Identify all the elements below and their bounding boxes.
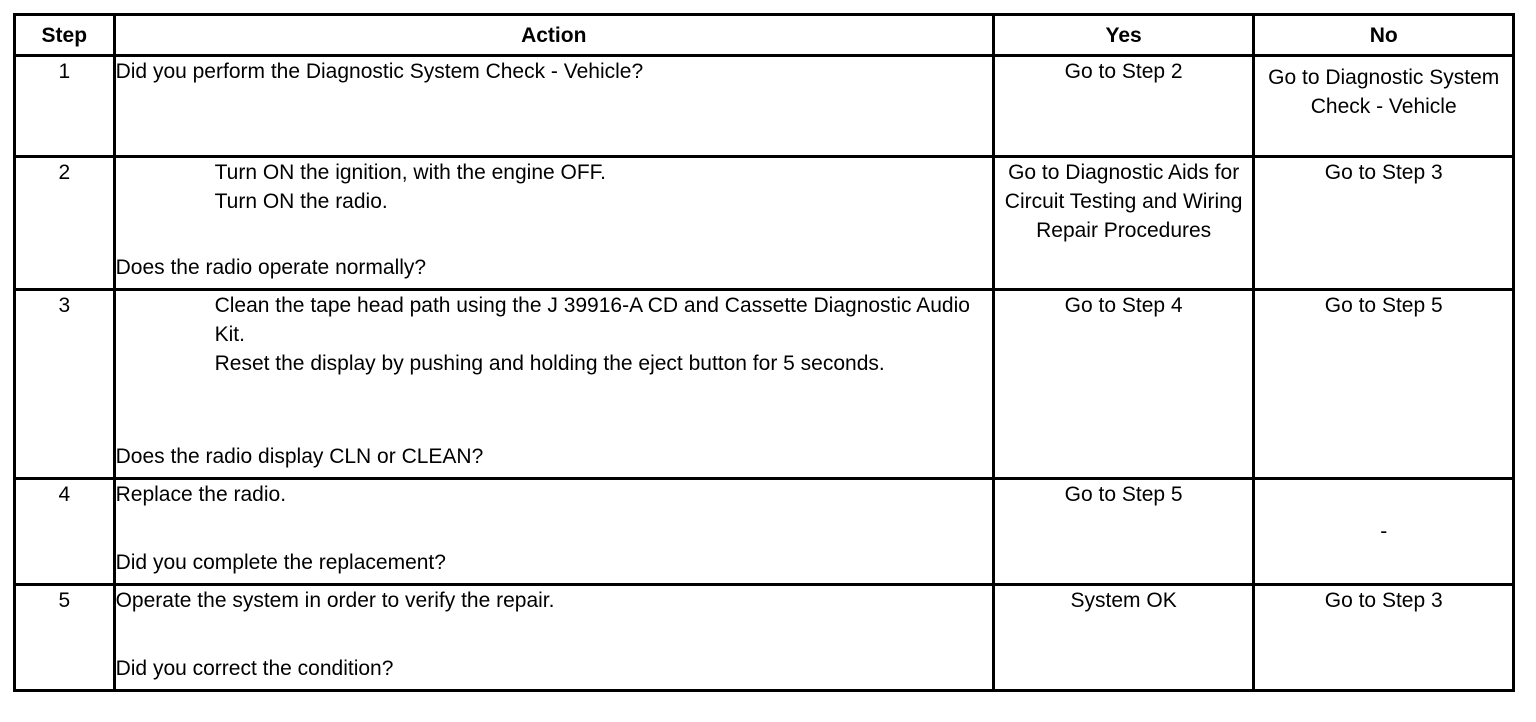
diagnostic-table xyxy=(13,13,1515,692)
action-question: Did you correct the condition? xyxy=(115,657,394,680)
action-cell xyxy=(114,479,993,585)
action-instructions xyxy=(116,158,992,216)
instruction-item: Reset the display by pushing and holding the eject button for 5 seconds. xyxy=(214,352,885,375)
action-instructions xyxy=(116,291,992,378)
yes-result: Go to Step 2 xyxy=(993,56,1254,157)
action-question: Did you complete the replacement? xyxy=(115,551,446,574)
yes-result: Go to Step 4 xyxy=(993,290,1254,479)
step-number: 5 xyxy=(15,585,115,691)
action-lead: Replace the radio. xyxy=(115,483,287,506)
table-row-step-1 xyxy=(15,56,1514,157)
no-result: Go to Diagnostic System Check - Vehicle xyxy=(1254,56,1514,157)
no-result: Go to Step 3 xyxy=(1254,585,1514,691)
yes-result: Go to Step 5 xyxy=(993,479,1254,585)
table-row-step-2 xyxy=(15,157,1514,290)
action-lead: Operate the system in order to verify the repair. xyxy=(115,589,555,612)
no-result: Go to Step 3 xyxy=(1254,157,1514,290)
no-result: Go to Step 5 xyxy=(1254,290,1514,479)
header-action: Action xyxy=(114,15,993,56)
action-question: Did you perform the Diagnostic System Check - Vehicle? xyxy=(115,60,644,83)
instruction-item: Clean the tape head path using the J 39916-A CD and Cassette Diagnostic Audio Kit. xyxy=(214,294,970,346)
header-yes: Yes xyxy=(993,15,1254,56)
yes-result: Go to Diagnostic Aids for Circuit Testing and Wiring Repair Procedures xyxy=(993,157,1254,290)
header-no: No xyxy=(1254,15,1514,56)
yes-result: System OK xyxy=(993,585,1254,691)
action-question: Does the radio operate normally? xyxy=(115,256,427,279)
action-question: Does the radio display CLN or CLEAN? xyxy=(115,445,484,468)
instruction-item: Turn ON the ignition, with the engine OFF. xyxy=(214,161,607,184)
step-number: 3 xyxy=(15,290,115,479)
step-number: 1 xyxy=(15,56,115,157)
action-cell xyxy=(114,56,993,157)
action-cell xyxy=(114,157,993,290)
action-cell xyxy=(114,290,993,479)
step-number: 2 xyxy=(15,157,115,290)
action-cell xyxy=(114,585,993,691)
no-result: - xyxy=(1254,479,1514,585)
header-row xyxy=(15,15,1514,56)
table-row-step-4 xyxy=(15,479,1514,585)
header-step: Step xyxy=(15,15,115,56)
table-row-step-3 xyxy=(15,290,1514,479)
step-number: 4 xyxy=(15,479,115,585)
instruction-item: Turn ON the radio. xyxy=(214,190,388,213)
table-row-step-5 xyxy=(15,585,1514,691)
diagnostic-table-container xyxy=(13,13,1515,692)
